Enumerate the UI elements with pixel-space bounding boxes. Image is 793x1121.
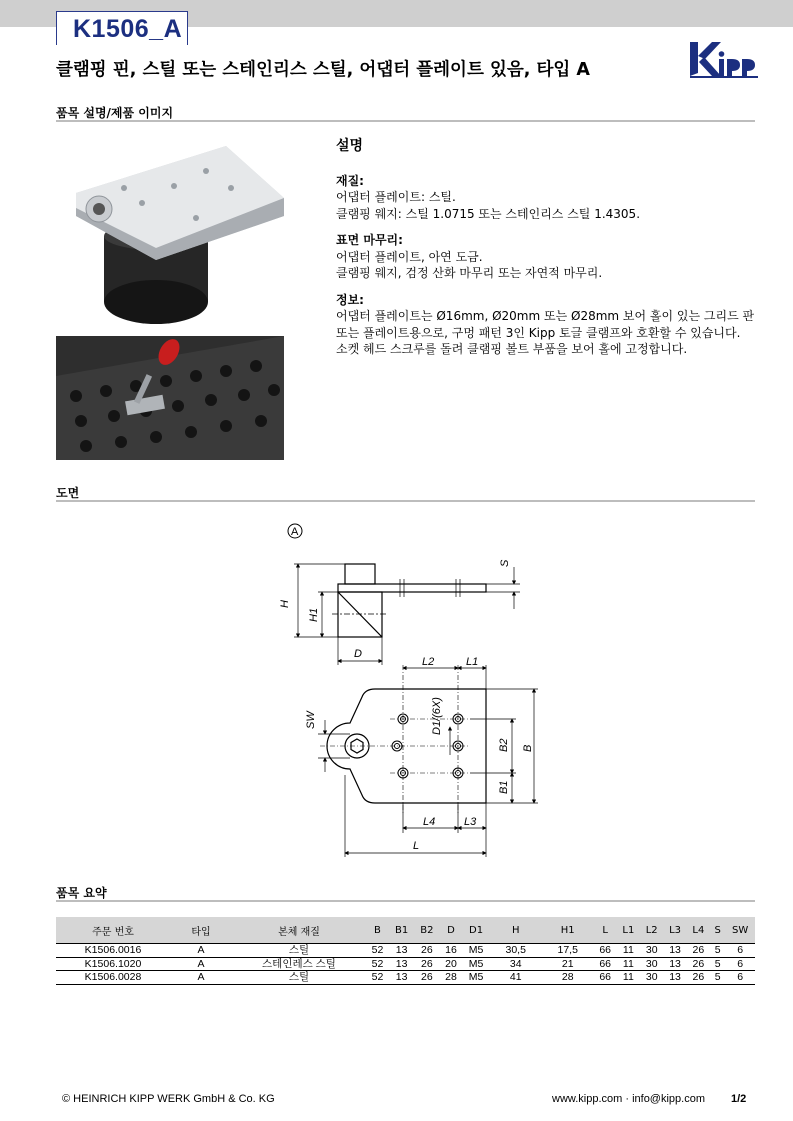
table-cell: 16	[439, 944, 462, 958]
view-marker: A	[291, 526, 299, 538]
table-cell: 26	[414, 944, 439, 958]
table-cell: A	[170, 957, 232, 971]
dim-l: L	[413, 840, 420, 852]
dim-s: S	[499, 559, 511, 567]
product-code-tab	[56, 11, 188, 45]
dim-b: B	[522, 744, 534, 752]
col-header: B	[366, 917, 389, 944]
table-cell: 26	[414, 957, 439, 971]
table-header-row	[56, 917, 755, 944]
table-cell: 6	[725, 944, 755, 958]
table-cell: 11	[617, 944, 640, 958]
col-header: 주문 번호	[56, 917, 170, 944]
dim-h1: H1	[308, 607, 320, 622]
summary-table	[56, 917, 755, 985]
dim-l1: L1	[466, 656, 479, 668]
col-header: H	[490, 917, 542, 944]
table-cell: K1506.1020	[56, 957, 170, 971]
col-header: S	[710, 917, 725, 944]
table-cell: 5	[710, 944, 725, 958]
table-cell: 30	[640, 971, 663, 985]
table-cell: K1506.0016	[56, 944, 170, 958]
product-photo	[56, 138, 284, 330]
table-cell: M5	[462, 957, 489, 971]
material-title: 재질:	[336, 173, 364, 188]
table-cell: 26	[687, 944, 710, 958]
technical-drawing	[270, 515, 570, 860]
section-product-images: 품목 설명/제품 이미지	[56, 106, 174, 120]
col-header: L2	[640, 917, 663, 944]
info-line: 어댑터 플레이트는 Ø16mm, Ø20mm 또는 Ø28mm 보어 홀이 있는 그리드 판 또는 플레이트용으로, 구멍 패턴 3인 Kipp 토글 클램프와 호환할 수 있습니다.	[336, 309, 755, 340]
table-cell: 13	[663, 944, 686, 958]
dim-l3: L3	[464, 816, 477, 828]
col-header: B1	[389, 917, 414, 944]
col-header: 타입	[170, 917, 232, 944]
material-line: 클램핑 웨지: 스틸 1.0715 또는 스테인리스 스틸 1.4305.	[336, 206, 641, 221]
table-cell: 11	[617, 957, 640, 971]
dim-d1: D1/(6X)	[431, 697, 443, 735]
section-rule	[56, 900, 755, 902]
table-cell: 30	[640, 957, 663, 971]
table-cell: 21	[542, 957, 594, 971]
col-header: H1	[542, 917, 594, 944]
table-cell: 스틸	[232, 971, 366, 985]
dim-d: D	[354, 648, 362, 660]
table-cell: 26	[414, 971, 439, 985]
table-cell: M5	[462, 971, 489, 985]
info-line: 소켓 헤드 스크루를 돌려 클램핑 볼트 부품을 보어 홀에 고정합니다.	[336, 342, 688, 356]
table-cell: 스테인레스 스틸	[232, 957, 366, 971]
dim-l4: L4	[423, 816, 436, 828]
table-cell: 13	[389, 944, 414, 958]
table-cell: 28	[542, 971, 594, 985]
table-cell: 34	[490, 957, 542, 971]
table-cell: 5	[710, 971, 725, 985]
table-cell: 66	[594, 971, 617, 985]
table-cell: 6	[725, 957, 755, 971]
kipp-logo	[690, 40, 758, 80]
footer-contact: www.kipp.com · info@kipp.com	[552, 1093, 705, 1105]
dim-sw: SW	[305, 711, 317, 729]
table-cell: M5	[462, 944, 489, 958]
table-cell: 13	[663, 957, 686, 971]
table-row	[56, 971, 755, 985]
col-header: 본체 재질	[232, 917, 366, 944]
table-cell: 6	[725, 971, 755, 985]
table-cell: 30,5	[490, 944, 542, 958]
dim-l2: L2	[422, 656, 435, 668]
dim-b2: B2	[498, 738, 510, 752]
col-header: D1	[462, 917, 489, 944]
table-cell: 스틸	[232, 944, 366, 958]
table-cell: 30	[640, 944, 663, 958]
description-heading: 설명	[336, 138, 364, 154]
table-cell: 13	[663, 971, 686, 985]
table-cell: 52	[366, 957, 389, 971]
col-header: SW	[725, 917, 755, 944]
application-photo	[56, 336, 284, 460]
info-title: 정보:	[336, 292, 364, 307]
finish-title: 표면 마무리:	[336, 233, 403, 247]
table-cell: 11	[617, 971, 640, 985]
section-rule	[56, 500, 755, 502]
section-summary: 품목 요약	[56, 886, 107, 900]
material-line: 어댑터 플레이트: 스틸.	[336, 190, 456, 204]
table-cell: 5	[710, 957, 725, 971]
table-cell: 26	[687, 971, 710, 985]
finish-line: 어댑터 플레이트, 아연 도금.	[336, 249, 483, 264]
col-header: L4	[687, 917, 710, 944]
col-header: L1	[617, 917, 640, 944]
table-cell: A	[170, 971, 232, 985]
product-code: K1506_A	[73, 15, 183, 43]
table-cell: 17,5	[542, 944, 594, 958]
col-header: D	[439, 917, 462, 944]
col-header: B2	[414, 917, 439, 944]
section-rule	[56, 120, 755, 122]
page-title: 클램핑 핀, 스틸 또는 스테인리스 스틸, 어댑터 플레이트 있음, 타입 A	[56, 60, 590, 80]
table-cell: 66	[594, 944, 617, 958]
section-drawing: 도면	[56, 486, 80, 500]
col-header: L3	[663, 917, 686, 944]
table-cell: 52	[366, 971, 389, 985]
table-cell: 13	[389, 957, 414, 971]
dim-h: H	[279, 600, 291, 608]
table-cell: 66	[594, 957, 617, 971]
table-cell: 41	[490, 971, 542, 985]
table-cell: A	[170, 944, 232, 958]
table-row	[56, 957, 755, 971]
table-cell: K1506.0028	[56, 971, 170, 985]
page-number: 1/2	[731, 1093, 747, 1105]
footer-copyright: © HEINRICH KIPP WERK GmbH & Co. KG	[62, 1093, 275, 1105]
description	[336, 138, 756, 368]
table-cell: 28	[439, 971, 462, 985]
col-header: L	[594, 917, 617, 944]
finish-line: 클램핑 웨지, 검정 산화 마무리 또는 자연적 마무리.	[336, 266, 603, 280]
table-cell: 26	[687, 957, 710, 971]
table-row	[56, 944, 755, 958]
table-cell: 20	[439, 957, 462, 971]
table-cell: 52	[366, 944, 389, 958]
table-cell: 13	[389, 971, 414, 985]
dim-b1: B1	[498, 780, 510, 794]
